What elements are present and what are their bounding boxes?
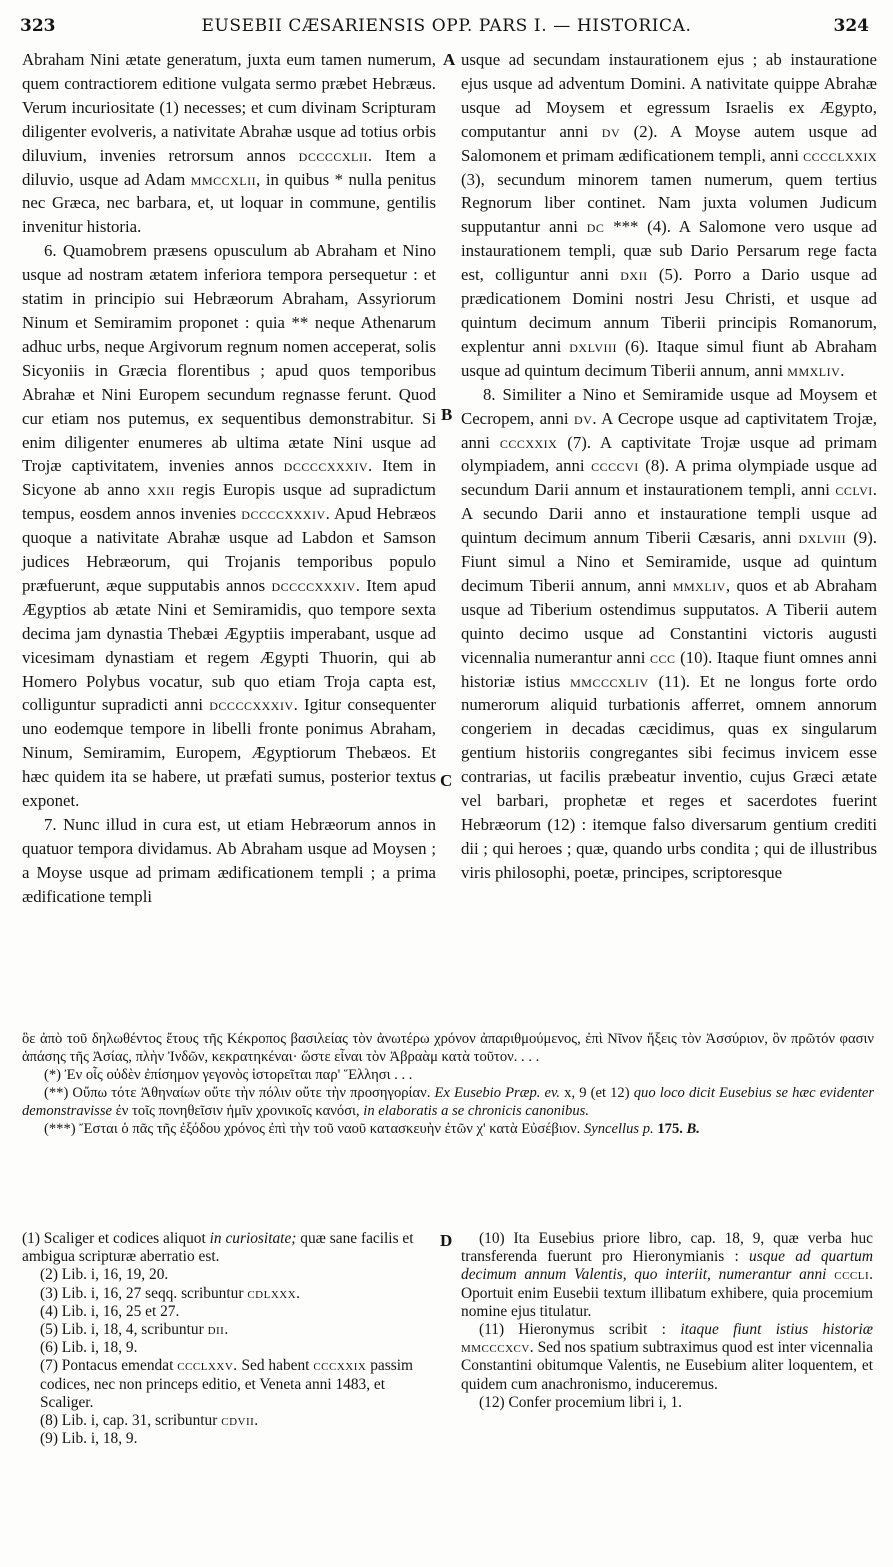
footnote-7: (7) Pontacus emendat ccclxxv. Sed habent cccxxix passim codices, nec non princeps editio, et Veneta anni 1483, et Scaliger. bbox=[40, 1357, 413, 1411]
footnote-9: (9) Lib. i, 18, 9. bbox=[40, 1430, 138, 1448]
page-number-left: 323 bbox=[20, 16, 56, 36]
right-text-column bbox=[461, 48, 877, 885]
footnote-6: (6) Lib. i, 18, 9. bbox=[40, 1339, 138, 1357]
left-text-column bbox=[22, 48, 436, 909]
footnote-1: (1) Scaliger et codices aliquot in curiositate; quæ sane facilis et ambigua scripturæ aberratio est. bbox=[22, 1230, 414, 1266]
paragraph-7: 7. Nunc illud in cura est, ut etiam Hebræorum annos in quatuor tempora dividamus. Ab Abraham usque ad Moysen ; a Moyse usque ad primam ædificationem templi ; a prima ædificatione templi bbox=[22, 815, 436, 906]
greek-note-1: (*) Ἐν οἷς οὐδὲν ἐπίσημον γεγονὸς ἱστορεῖται παρ' Ἕλλησι . . . bbox=[44, 1067, 413, 1083]
footnotes-left bbox=[22, 1230, 432, 1448]
footnotes-right bbox=[461, 1230, 873, 1412]
running-title: EUSEBII CÆSARIENSIS OPP. PARS I. — HISTORICA. bbox=[201, 16, 692, 36]
greek-note-3: (***) Ἔσται ὁ πᾶς τῆς ἐξόδου χρόνος ἐπὶ τὴν τοῦ ναοῦ κατασκευὴν ἐτῶν χ' κατὰ Εὐσέβιον. Syncellus p. 175. B. bbox=[44, 1121, 700, 1137]
greek-note-main: ὃε ἀπὸ τοῦ δηλωθέντος ἔτους τῆς Κέκροπος βασιλείας τὸν ἀνωτέρω χρόνον ἀπαριθμούμενος, ἐπὶ Νῖνον ἥξεις τὸν Ἀσσύριον, ὃν πρῶτόν φασιν ἁπάσης τῆς Ἀσίας, πλὴν Ἰνδῶν, κεκρατηκέναι· ὥστε εἶναι τὸν Ἀβραὰμ κατὰ τοῦτον. . . . bbox=[22, 1031, 874, 1065]
footnote-8: (8) Lib. i, cap. 31, scribuntur cdvii. bbox=[40, 1412, 259, 1430]
footnote-4: (4) Lib. i, 16, 25 et 27. bbox=[40, 1302, 180, 1320]
paragraph-6: 6. Quamobrem præsens opusculum ab Abraham et Nino usque ad nostram ætatem inferiora tempora persequetur : et statim in principio sui Hebræorum Abraham, Assyriorum Ninum et Semiramim proponet : quia ** neque Athenarum adhuc urbs, neque Argivorum regnum nomen acceperat, solis Sicyoniis in Græcia florentibus ; apud quos temporibus Abrahæ et Nini Europem secundum regnasse ferunt. Quod cur etiam nos putemus, ex sequentibus demonstrabitur. Si enim diligenter enumeres ab ultima ætate Nini usque ad Trojæ captivitatem, invenies annos dccccxxxiv. Item in Sicyone ab anno xxii regis Europis usque ad supradictum tempus, eosdem annos invenies dccccxxxiv. Apud Hebræos quoque a nativitate Abrahæ usque ad Labdon et Samson judices Hebræorum, qui Trojanis temporibus populo præfuerunt, æque supputabis annos dccccxxxiv. Item apud Ægyptios ab ætate Nini et Semiramidis, quo tempore sexta decima jam dynastia Thebæi Ægyptiis imperabant, usque ad vicesimam dynastiam et regem Ægypti Thuorin, qui ab Homero Polybus vocatur, sub quo etiam Troja capta est, colliguntur supradicti anni dccccxxxiv. Igitur consequenter uno eodemque tempore in libelli fronte ponimus Abraham, Ninum, Semiramim, Europem, Ægyptiorum Thebæos. Et hæc quidem ita se habere, ut præfati sumus, posterior textus exponet. bbox=[22, 241, 436, 811]
footnote-5: (5) Lib. i, 18, 4, scribuntur dii. bbox=[40, 1321, 229, 1339]
footnote-3: (3) Lib. i, 16, 27 seqq. scribuntur cdlxxx. bbox=[40, 1284, 301, 1302]
greek-source-notes bbox=[22, 1030, 874, 1138]
section-marker-c: C bbox=[440, 771, 453, 790]
footnote-2: (2) Lib. i, 16, 19, 20. bbox=[40, 1266, 169, 1284]
section-marker-b: B bbox=[441, 405, 453, 424]
footnote-10: (10) Ita Eusebius priore libro, cap. 18, 9, quæ verba huc transferenda fuerunt pro Hieronymianis : usque ad quartum decimum annum Valentis, quo interiit, numerantur anni cccli. Oportuit enim Eusebii textum illibatum exhibere, quia procemium nomine ejus titulatur. bbox=[461, 1230, 873, 1320]
footnote-12: (12) Confer procemium libri i, 1. bbox=[479, 1393, 683, 1411]
paragraph-8: 8. Similiter a Nino et Semiramide usque ad Moysem et Cecropem, anni dv. A Cecrope usque ad captivitatem Trojæ, anni cccxxix (7). A captivitate Trojæ usque ad primam olympiadem, anni ccccvi (8). A prima olympiade usque ad secundum Darii annum et instaurationem templi, anni cclvi. A secundo Darii anno et instauratione templi usque ad quintum decimum annum Tiberii Cæsaris, anni dxlviii (9). Fiunt simul a Nino et Semiramide, usque ad quintum decimum Tiberii annum, anni mmxliv, quos et ab Abraham usque ad Tiberium ostendimus supputatos. A Tiberii autem quinto decimo usque ad Constantini victoris augusti vicennalia numerantur anni ccc (10). Itaque fiunt omnes anni historiæ istius mmcccxliv (11). Et ne longus forte ordo numerorum aliquid turbationis afferret, omnem annorum congeriem in decadas cæcidimus, quas ex singularum gentium historiis congregantes sibi fecimus invicem esse contrarias, ut facilis præbeatur inventio, cujus Græci ætate vel barbari, prophetæ et reges et sacerdotes fuerint Hebræorum (12) : itemque falso diversarum gentium crediti dii ; qui heroes ; quæ, quando urbs condita ; qui de illustribus viris philosophi, poetæ, principes, scriptoresque bbox=[461, 384, 878, 882]
greek-note-2: (**) Οὔπω τότε Ἀθηναίων οὔτε τὴν πόλιν οὔτε τὴν προσηγορίαν. Ex Eusebio Præp. ev. x, 9 (et 12) quo loco dicit Eusebius se hæc evidenter demonstravisse ἐν τοῖς πονηθεῖσιν ἡμῖν χρονικοῖς κανόσι, in elaboratis a se chronicis canonibus. bbox=[22, 1085, 875, 1119]
footnote-11: (11) Hieronymus scribit : itaque fiunt istius historiæ mmcccxcv. Sed nos spatium subtraximus quod est inter vicennalia Constantini obitumque Valentis, ne Eusebium aliter loquentem, et quidem cum anachronismo, induceremus. bbox=[461, 1321, 874, 1393]
section-marker-d: D bbox=[440, 1231, 453, 1250]
running-head bbox=[18, 12, 875, 40]
paragraph-5-continued: Abraham Nini ætate generatum, juxta eum tamen numerum, quem contractiorem editione vulgata sermo præbet Hebræus. Verum incuriositate (1) necesses; et cum divinam Scripturam diligenter evolveris, a nativitate Abrahæ usque ad totius orbis diluvium, invenies retrorsum annos dccccxlii. Item a diluvio, usque ad Adam mmccxlii, in quibus * nulla penitus nec Græca, nec barbara, et, ut loquar in commune, gentilis invenitur historia. bbox=[22, 50, 437, 237]
paragraph-7-continued: usque ad secundam instaurationem ejus ; ab instauratione ejus usque ad adventum Domini. A nativitate quippe Abrahæ usque ad Moysem et egressum Israelis ex Ægypto, computantur anni dv (2). A Moyse autem usque ad Salomonem et primam ædificationem templi, anni cccclxxix (3), secundum minorem tamen numerum, quem tertius Regnorum liber continet. Nam juxta volumen Judicum supputantur anni dc *** (4). A Salomone vero usque ad instaurationem templi, quæ sub Dario Persarum rege facta est, colliguntur anni dxii (5). Porro a Dario usque ad prædicationem Domini nostri Jesu Christi, et usque ad quintum decimum annum Tiberii principis Romanorum, explentur anni dxlviii (6). Itaque simul fiunt ab Abraham usque ad quintum decimum Tiberii annum, anni mmxliv. bbox=[461, 50, 878, 380]
section-marker-a: A bbox=[443, 50, 456, 69]
page-number-right: 324 bbox=[833, 16, 869, 36]
